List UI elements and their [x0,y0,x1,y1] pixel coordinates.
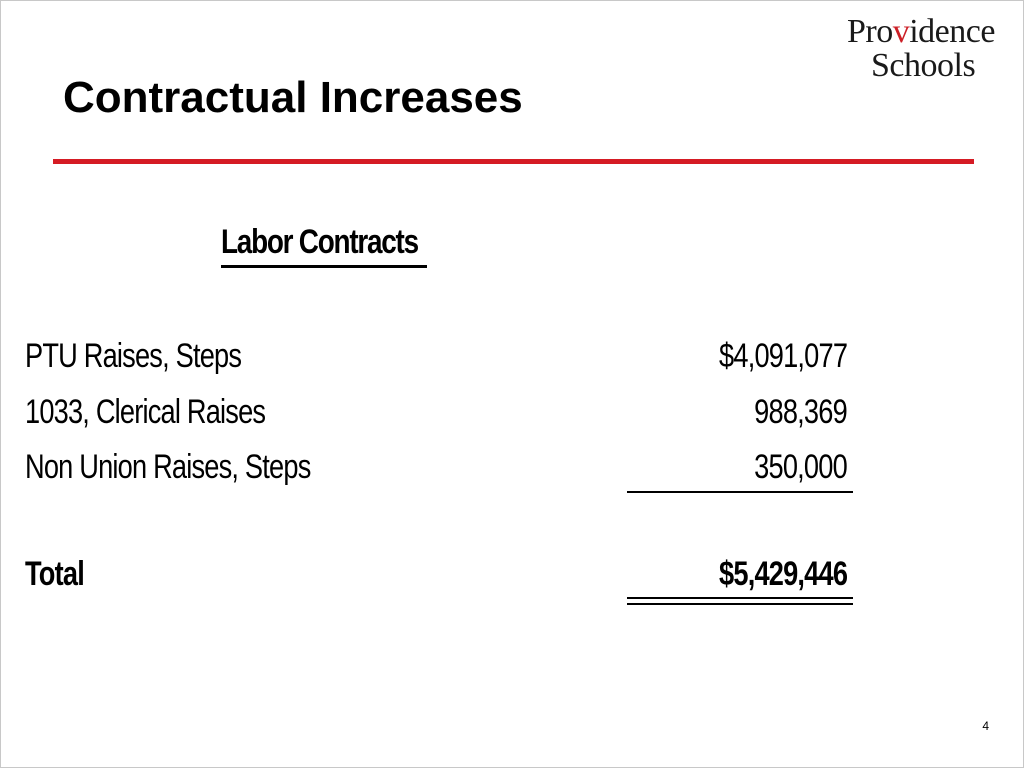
table-row-value: 350,000 [754,448,847,486]
total-double-underline-bottom [627,603,853,605]
table-row-label: Non Union Raises, Steps [25,448,311,486]
logo-accent-letter: v [892,13,910,50]
logo-line-2: Schools [871,47,976,84]
total-double-underline-top [627,597,853,599]
logo-text-part: idence [909,13,995,50]
subtotal-underline [627,491,853,493]
labor-contracts-table [1,1,1024,768]
table-row-label: 1033, Clerical Raises [25,393,266,431]
table-row-value: $4,091,077 [718,337,847,375]
total-value: $5,429,446 [718,555,847,593]
slide-title: Contractual Increases [63,73,523,122]
table-heading-underline [221,265,427,268]
table-heading: Labor Contracts [221,223,418,261]
table-row-value: 988,369 [754,393,847,431]
logo-text-part: Pro [847,13,893,50]
page-number: 4 [982,719,989,733]
table-row-label: PTU Raises, Steps [25,337,242,375]
total-label: Total [25,555,84,593]
